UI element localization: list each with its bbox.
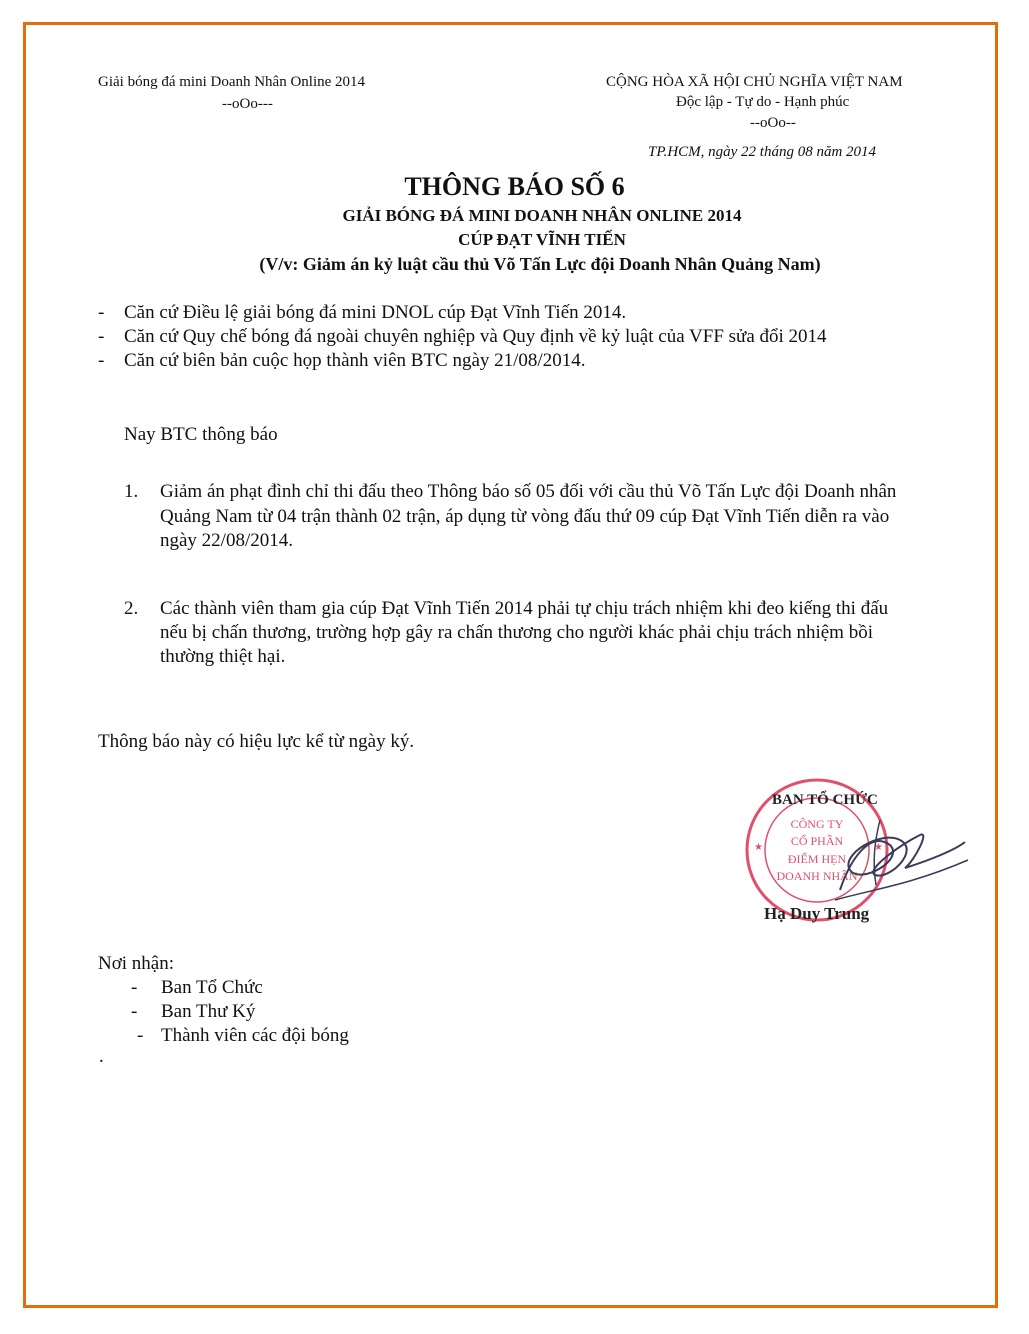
national-motto: Độc lập - Tự do - Hạnh phúc xyxy=(676,94,850,110)
basis-dash: - xyxy=(98,326,105,347)
basis-dash: - xyxy=(98,350,105,371)
right-separator: --oOo-- xyxy=(750,115,796,131)
date-line: TP.HCM, ngày 22 tháng 08 năm 2014 xyxy=(648,144,877,160)
recipient-dash: - xyxy=(131,1001,138,1022)
title-line-2: CÚP ĐẠT VĨNH TIẾN xyxy=(458,230,626,249)
item-number: 2. xyxy=(124,598,139,619)
title-line-3: (V/v: Giảm án kỷ luật cầu thủ Võ Tấn Lực đội Doanh Nhân Quảng Nam) xyxy=(259,254,821,274)
recipient-item: Ban Tổ Chức xyxy=(161,977,263,998)
notice-title: THÔNG BÁO SỐ 6 xyxy=(404,172,625,201)
item-line: nếu bị chấn thương, trường hợp gây ra chấn thương cho người khác phải chịu trách nhiệm bồi xyxy=(160,622,873,643)
stamp-text: CỔ PHẦN xyxy=(790,834,844,848)
signer-role: BAN TỔ CHỨC xyxy=(772,792,878,808)
item-line: thường thiệt hại. xyxy=(160,646,286,667)
item-line: Quảng Nam từ 04 trận thành 02 trận, áp dụng từ vòng đấu thứ 09 cúp Đạt Vĩnh Tiến diễn ra vào xyxy=(160,506,890,527)
basis-dash: - xyxy=(98,302,105,323)
recipients-label: Nơi nhận: xyxy=(98,953,175,974)
title-line-1: GIẢI BÓNG ĐÁ MINI DOANH NHÂN ONLINE 2014 xyxy=(342,206,742,225)
recipient-dash: - xyxy=(131,977,138,998)
stamp-text: ĐIỂM HẸN xyxy=(787,852,847,866)
effective-statement: Thông báo này có hiệu lực kể từ ngày ký. xyxy=(98,731,415,752)
stamp-text: CÔNG TY xyxy=(790,817,844,831)
recipient-item: Ban Thư Ký xyxy=(161,1001,256,1022)
svg-text:★: ★ xyxy=(754,842,763,853)
item-line: Các thành viên tham gia cúp Đạt Vĩnh Tiến 2014 phải tự chịu trách nhiệm khi đeo kiếng thi đấu xyxy=(160,598,889,619)
svg-text:★: ★ xyxy=(874,842,883,853)
left-separator: --oOo--- xyxy=(222,96,273,112)
basis-item: Căn cứ Điều lệ giải bóng đá mini DNOL cúp Đạt Vĩnh Tiến 2014. xyxy=(124,302,627,323)
recipient-item: Thành viên các đội bóng xyxy=(161,1025,349,1046)
country-name: CỘNG HÒA XÃ HỘI CHỦ NGHĨA VIỆT NAM xyxy=(606,74,903,90)
item-number: 1. xyxy=(124,481,139,502)
recipient-dash: - xyxy=(137,1025,144,1046)
handwritten-signature xyxy=(780,790,970,910)
item-line: ngày 22/08/2014. xyxy=(160,530,293,551)
basis-item: Căn cứ Quy chế bóng đá ngoài chuyên nghiệp và Quy định về kỷ luật của VFF sửa đổi 2014 xyxy=(124,326,827,347)
intro-text: Nay BTC thông báo xyxy=(124,424,278,445)
stamp-text: DOANH NHÂN xyxy=(776,869,858,883)
basis-item: Căn cứ biên bản cuộc họp thành viên BTC ngày 21/08/2014. xyxy=(124,350,586,371)
item-line: Giảm án phạt đình chỉ thi đấu theo Thông báo số 05 đối với cầu thủ Võ Tấn Lực đội Doanh nhân xyxy=(160,481,897,502)
end-mark: . xyxy=(99,1046,104,1067)
organizer-name: Giải bóng đá mini Doanh Nhân Online 2014 xyxy=(98,74,366,90)
signer-name: Hạ Duy Trung xyxy=(764,904,870,923)
